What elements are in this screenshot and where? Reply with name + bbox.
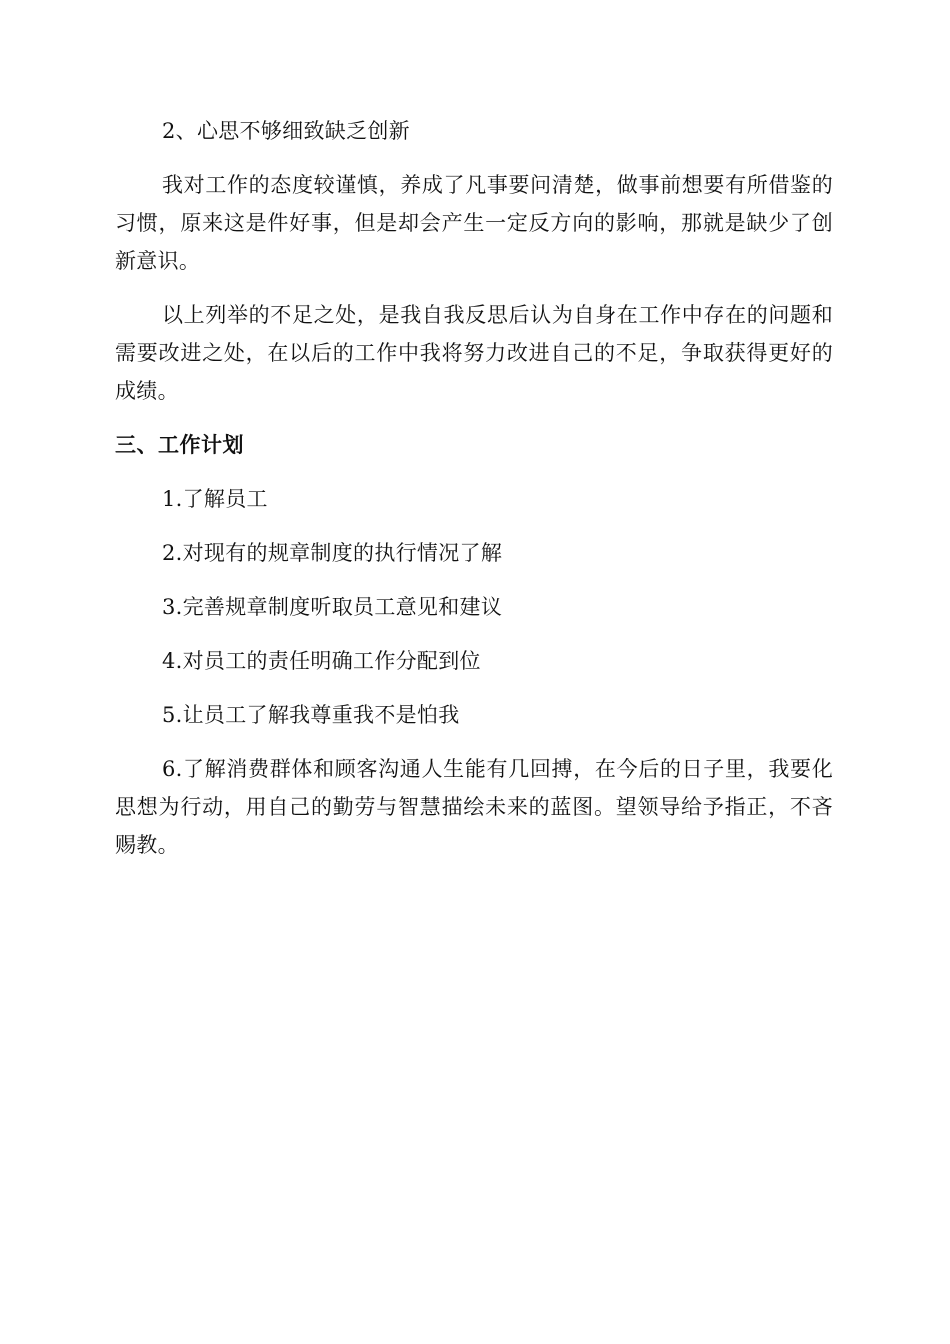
plan-item-4: 4.对员工的责任明确工作分配到位 xyxy=(162,649,481,673)
plan-item-5: 5.让员工了解我尊重我不是怕我 xyxy=(162,703,460,727)
subsection-title: 2、心思不够细致缺乏创新 xyxy=(162,119,410,143)
subsection-paragraph: 我对工作的态度较谨慎，养成了凡事要问清楚，做事前想要有所借鉴的习惯，原来这是件好事，但是却会产生一定反方向的影响，那就是缺少了创新意识。 xyxy=(115,173,833,273)
section-heading-work-plan: 三、工作计划 xyxy=(115,433,244,457)
summary-paragraph: 以上列举的不足之处，是我自我反思后认为自身在工作中存在的问题和需要改进之处，在以后的工作中我将努力改进自己的不足，争取获得更好的成绩。 xyxy=(115,303,833,403)
plan-item-6: 6.了解消费群体和顾客沟通人生能有几回搏，在今后的日子里，我要化思想为行动，用自己的勤劳与智慧描绘未来的蓝图。望领导给予指正，不吝赐教。 xyxy=(115,757,833,857)
plan-item-3: 3.完善规章制度听取员工意见和建议 xyxy=(162,595,503,619)
plan-item-2: 2.对现有的规章制度的执行情况了解 xyxy=(162,541,503,565)
document-page xyxy=(115,112,833,864)
plan-item-1: 1.了解员工 xyxy=(162,487,268,511)
